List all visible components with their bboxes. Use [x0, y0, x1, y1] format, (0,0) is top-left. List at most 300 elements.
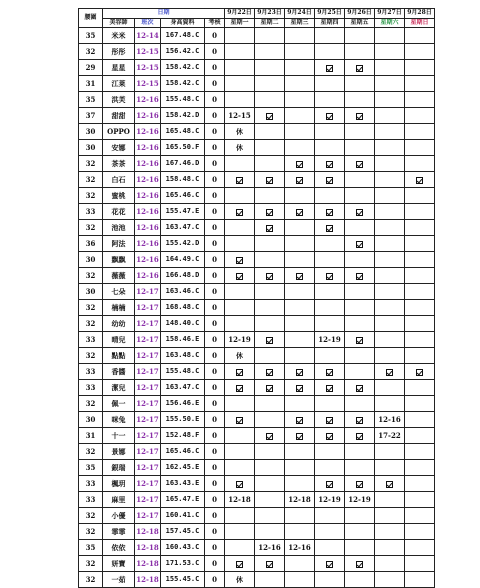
- day-cell: [285, 380, 315, 396]
- waist-cell: 33: [79, 476, 103, 492]
- header-weekday-5: 星期五: [345, 18, 375, 28]
- day-cell: [405, 252, 435, 268]
- day-cell: [345, 556, 375, 572]
- body-data-cell: 158.48.C: [161, 172, 205, 188]
- waist-cell: 31: [79, 428, 103, 444]
- table-row: [79, 204, 435, 220]
- table-row: [79, 476, 435, 492]
- exam-cell: 0: [205, 188, 225, 204]
- waist-cell: 37: [79, 108, 103, 124]
- name-cell: 小優: [103, 508, 135, 524]
- checkbox-checked-icon: [326, 561, 333, 568]
- name-cell: OPPO: [103, 124, 135, 140]
- day-cell: [405, 108, 435, 124]
- day-cell: [285, 508, 315, 524]
- waist-cell: 32: [79, 156, 103, 172]
- day-cell: [345, 204, 375, 220]
- exam-cell: 0: [205, 508, 225, 524]
- day-cell: [375, 524, 405, 540]
- day-cell: [345, 508, 375, 524]
- day-cell: [315, 524, 345, 540]
- day-cell: [405, 284, 435, 300]
- day-cell: [345, 92, 375, 108]
- exam-cell: 0: [205, 140, 225, 156]
- day-cell: [405, 60, 435, 76]
- day-cell: [225, 60, 255, 76]
- table-row: [79, 540, 435, 556]
- day-cell: [315, 316, 345, 332]
- checkbox-checked-icon: [386, 481, 393, 488]
- checkbox-checked-icon: [296, 433, 303, 440]
- day-cell: [285, 140, 315, 156]
- day-cell: [345, 76, 375, 92]
- schedule-table: [78, 8, 435, 588]
- checkbox-checked-icon: [296, 161, 303, 168]
- checkbox-checked-icon: [296, 369, 303, 376]
- table-row: [79, 60, 435, 76]
- day-cell: [225, 524, 255, 540]
- body-data-cell: 163.47.C: [161, 220, 205, 236]
- body-data-cell: 164.49.C: [161, 252, 205, 268]
- day-cell: [315, 300, 345, 316]
- day-cell: [405, 364, 435, 380]
- name-cell: 香醬: [103, 364, 135, 380]
- body-data-cell: 168.48.C: [161, 300, 205, 316]
- header-date-4: 9月25日: [315, 9, 345, 19]
- term-cell: 12-17: [135, 492, 161, 508]
- exam-cell: 0: [205, 524, 225, 540]
- day-cell: [345, 220, 375, 236]
- day-cell: [255, 412, 285, 428]
- checkbox-checked-icon: [326, 65, 333, 72]
- day-cell: [315, 412, 345, 428]
- term-cell: 12-17: [135, 332, 161, 348]
- checkbox-checked-icon: [356, 209, 363, 216]
- exam-cell: 0: [205, 332, 225, 348]
- checkbox-checked-icon: [266, 225, 273, 232]
- name-cell: 安娜: [103, 140, 135, 156]
- table-row: [79, 364, 435, 380]
- table-row: [79, 348, 435, 364]
- day-cell: [225, 92, 255, 108]
- checkbox-checked-icon: [266, 177, 273, 184]
- exam-cell: 0: [205, 252, 225, 268]
- checkbox-checked-icon: [296, 385, 303, 392]
- name-cell: 洪芙: [103, 92, 135, 108]
- day-cell: [225, 156, 255, 172]
- body-data-cell: 156.42.C: [161, 44, 205, 60]
- table-row: [79, 140, 435, 156]
- waist-cell: 32: [79, 220, 103, 236]
- day-cell: 12-15: [225, 108, 255, 124]
- header-date-3: 9月24日: [285, 9, 315, 19]
- term-cell: 12-17: [135, 396, 161, 412]
- day-cell: [345, 124, 375, 140]
- exam-cell: 0: [205, 124, 225, 140]
- body-data-cell: 160.41.C: [161, 508, 205, 524]
- day-cell: [315, 268, 345, 284]
- day-cell: [405, 540, 435, 556]
- day-cell: [315, 156, 345, 172]
- day-cell: [375, 380, 405, 396]
- checkbox-checked-icon: [326, 113, 333, 120]
- day-cell: [405, 444, 435, 460]
- day-cell: [255, 76, 285, 92]
- waist-cell: 35: [79, 540, 103, 556]
- day-cell: [375, 396, 405, 412]
- body-data-cell: 167.46.D: [161, 156, 205, 172]
- body-data-cell: 165.47.E: [161, 492, 205, 508]
- exam-cell: 0: [205, 76, 225, 92]
- name-cell: 花花: [103, 204, 135, 220]
- day-cell: [285, 284, 315, 300]
- day-cell: [225, 44, 255, 60]
- day-cell: [255, 268, 285, 284]
- day-cell: [345, 140, 375, 156]
- day-cell: [255, 108, 285, 124]
- term-cell: 12-16: [135, 252, 161, 268]
- body-data-cell: 162.45.E: [161, 460, 205, 476]
- day-cell: [255, 284, 285, 300]
- body-data-cell: 171.53.C: [161, 556, 205, 572]
- day-cell: [375, 540, 405, 556]
- checkbox-checked-icon: [236, 385, 243, 392]
- table-row: [79, 492, 435, 508]
- exam-cell: 0: [205, 108, 225, 124]
- table-row: [79, 28, 435, 44]
- term-cell: 12-16: [135, 236, 161, 252]
- header-date-5: 9月26日: [345, 9, 375, 19]
- day-cell: [255, 332, 285, 348]
- day-cell: [375, 444, 405, 460]
- day-cell: [285, 220, 315, 236]
- waist-cell: 33: [79, 364, 103, 380]
- day-cell: [285, 76, 315, 92]
- day-cell: [345, 236, 375, 252]
- checkbox-checked-icon: [236, 209, 243, 216]
- day-cell: [345, 348, 375, 364]
- term-cell: 12-18: [135, 524, 161, 540]
- day-cell: [285, 412, 315, 428]
- day-cell: [225, 188, 255, 204]
- name-cell: 甜甜: [103, 108, 135, 124]
- day-cell: [375, 124, 405, 140]
- checkbox-checked-icon: [356, 337, 363, 344]
- day-cell: [255, 124, 285, 140]
- checkbox-checked-icon: [326, 177, 333, 184]
- table-row: [79, 252, 435, 268]
- day-cell: [255, 508, 285, 524]
- day-cell: [405, 428, 435, 444]
- waist-cell: 32: [79, 44, 103, 60]
- body-data-cell: 152.48.F: [161, 428, 205, 444]
- name-cell: 茶茶: [103, 156, 135, 172]
- day-cell: [285, 572, 315, 588]
- exam-cell: 0: [205, 444, 225, 460]
- day-cell: [285, 124, 315, 140]
- body-data-cell: 155.48.C: [161, 364, 205, 380]
- waist-cell: 29: [79, 60, 103, 76]
- checkbox-checked-icon: [326, 273, 333, 280]
- day-cell: [315, 556, 345, 572]
- waist-cell: 35: [79, 460, 103, 476]
- header-body-data: 身高資料: [161, 18, 205, 28]
- day-cell: [255, 396, 285, 412]
- checkbox-checked-icon: [296, 417, 303, 424]
- name-cell: 蜜桃: [103, 188, 135, 204]
- checkbox-checked-icon: [236, 257, 243, 264]
- day-cell: [375, 364, 405, 380]
- day-cell: [405, 92, 435, 108]
- day-cell: [375, 476, 405, 492]
- waist-cell: 32: [79, 508, 103, 524]
- day-cell: [315, 508, 345, 524]
- day-cell: [285, 252, 315, 268]
- header-date-1: 9月22日: [225, 9, 255, 19]
- day-cell: [315, 28, 345, 44]
- name-cell: 佩一: [103, 396, 135, 412]
- table-row: [79, 316, 435, 332]
- table-row: [79, 508, 435, 524]
- term-cell: 12-15: [135, 60, 161, 76]
- day-cell: [345, 188, 375, 204]
- body-data-cell: 167.48.C: [161, 28, 205, 44]
- exam-cell: 0: [205, 364, 225, 380]
- checkbox-checked-icon: [296, 209, 303, 216]
- exam-cell: 0: [205, 492, 225, 508]
- term-cell: 12-16: [135, 92, 161, 108]
- table-row: [79, 44, 435, 60]
- checkbox-checked-icon: [326, 433, 333, 440]
- name-cell: 池池: [103, 220, 135, 236]
- checkbox-checked-icon: [266, 433, 273, 440]
- table-row: [79, 76, 435, 92]
- day-cell: [375, 460, 405, 476]
- day-cell: [255, 140, 285, 156]
- day-cell: [315, 204, 345, 220]
- day-cell: [315, 540, 345, 556]
- day-cell: [285, 156, 315, 172]
- term-cell: 12-16: [135, 140, 161, 156]
- term-cell: 12-15: [135, 44, 161, 60]
- checkbox-checked-icon: [236, 369, 243, 376]
- day-cell: [345, 172, 375, 188]
- day-cell: [375, 252, 405, 268]
- term-cell: 12-16: [135, 220, 161, 236]
- day-cell: [345, 476, 375, 492]
- term-cell: 12-17: [135, 444, 161, 460]
- checkbox-checked-icon: [266, 209, 273, 216]
- day-cell: 12-18: [225, 492, 255, 508]
- day-cell: [345, 572, 375, 588]
- day-cell: [255, 60, 285, 76]
- exam-cell: 0: [205, 476, 225, 492]
- table-row: [79, 460, 435, 476]
- waist-cell: 32: [79, 524, 103, 540]
- exam-cell: 0: [205, 396, 225, 412]
- table-row: [79, 108, 435, 124]
- table-row: [79, 428, 435, 444]
- day-cell: [405, 124, 435, 140]
- day-cell: [345, 380, 375, 396]
- term-cell: 12-15: [135, 76, 161, 92]
- day-cell: [405, 28, 435, 44]
- table-row: [79, 268, 435, 284]
- day-cell: [225, 220, 255, 236]
- term-cell: 12-16: [135, 188, 161, 204]
- name-cell: 白石: [103, 172, 135, 188]
- checkbox-checked-icon: [356, 481, 363, 488]
- day-cell: [255, 188, 285, 204]
- waist-cell: 32: [79, 188, 103, 204]
- day-cell: [375, 204, 405, 220]
- day-cell: [255, 444, 285, 460]
- day-cell: [225, 556, 255, 572]
- day-cell: [315, 140, 345, 156]
- waist-cell: 32: [79, 348, 103, 364]
- day-cell: [405, 44, 435, 60]
- day-cell: [405, 172, 435, 188]
- day-cell: [375, 28, 405, 44]
- header-weekday-6: 星期六: [375, 18, 405, 28]
- day-cell: [405, 572, 435, 588]
- body-data-cell: 158.42.D: [161, 108, 205, 124]
- day-cell: [405, 316, 435, 332]
- day-cell: [375, 556, 405, 572]
- header-weekday-1: 星期一: [225, 18, 255, 28]
- exam-cell: 0: [205, 460, 225, 476]
- checkbox-checked-icon: [236, 273, 243, 280]
- day-cell: [375, 140, 405, 156]
- day-cell: [405, 380, 435, 396]
- day-cell: [285, 364, 315, 380]
- day-cell: [225, 540, 255, 556]
- term-cell: 12-17: [135, 348, 161, 364]
- day-cell: [225, 460, 255, 476]
- day-cell: [405, 508, 435, 524]
- table-row: [79, 236, 435, 252]
- day-cell: [255, 92, 285, 108]
- exam-cell: 0: [205, 300, 225, 316]
- table-row: [79, 444, 435, 460]
- exam-cell: 0: [205, 316, 225, 332]
- day-cell: [315, 60, 345, 76]
- table-row: [79, 172, 435, 188]
- checkbox-checked-icon: [266, 369, 273, 376]
- table-row: [79, 556, 435, 572]
- term-cell: 12-17: [135, 364, 161, 380]
- body-data-cell: 155.47.E: [161, 204, 205, 220]
- day-cell: [345, 44, 375, 60]
- day-cell: 12-16: [285, 540, 315, 556]
- day-cell: [255, 556, 285, 572]
- day-cell: [405, 332, 435, 348]
- name-cell: 晴兒: [103, 332, 135, 348]
- day-cell: [345, 364, 375, 380]
- name-cell: 霏霏: [103, 524, 135, 540]
- day-cell: [255, 460, 285, 476]
- waist-cell: 33: [79, 492, 103, 508]
- header-term: 班次: [135, 18, 161, 28]
- header-exam: 考核: [205, 18, 225, 28]
- day-cell: [255, 364, 285, 380]
- day-cell: [285, 92, 315, 108]
- term-cell: 12-16: [135, 156, 161, 172]
- schedule-rows: [79, 28, 435, 588]
- day-cell: [225, 380, 255, 396]
- day-cell: [225, 268, 255, 284]
- term-cell: 12-17: [135, 380, 161, 396]
- day-cell: [405, 348, 435, 364]
- day-cell: [345, 540, 375, 556]
- day-cell: [405, 268, 435, 284]
- day-cell: 休: [225, 124, 255, 140]
- waist-cell: 32: [79, 396, 103, 412]
- term-cell: 12-17: [135, 316, 161, 332]
- term-cell: 12-16: [135, 108, 161, 124]
- checkbox-checked-icon: [356, 65, 363, 72]
- day-cell: [405, 492, 435, 508]
- header-weekday-7: 星期日: [405, 18, 435, 28]
- checkbox-checked-icon: [266, 337, 273, 344]
- name-cell: 星星: [103, 60, 135, 76]
- name-cell: 幼幼: [103, 316, 135, 332]
- waist-cell: 32: [79, 556, 103, 572]
- day-cell: [315, 428, 345, 444]
- day-cell: 休: [225, 348, 255, 364]
- header-date-7: 9月28日: [405, 9, 435, 19]
- day-cell: [225, 476, 255, 492]
- day-cell: [285, 316, 315, 332]
- checkbox-checked-icon: [266, 113, 273, 120]
- day-cell: [345, 108, 375, 124]
- table-row: [79, 572, 435, 588]
- day-cell: [375, 300, 405, 316]
- exam-cell: 0: [205, 412, 225, 428]
- day-cell: [375, 172, 405, 188]
- name-cell: 薇薇: [103, 268, 135, 284]
- day-cell: [375, 284, 405, 300]
- day-cell: [375, 76, 405, 92]
- table-row: [79, 396, 435, 412]
- table-row: [79, 524, 435, 540]
- name-cell: 楠楠: [103, 300, 135, 316]
- day-cell: [225, 172, 255, 188]
- name-cell: 米米: [103, 28, 135, 44]
- name-cell: 彤彤: [103, 44, 135, 60]
- day-cell: [345, 332, 375, 348]
- day-cell: [375, 268, 405, 284]
- day-cell: [255, 524, 285, 540]
- day-cell: [315, 444, 345, 460]
- checkbox-checked-icon: [266, 561, 273, 568]
- checkbox-checked-icon: [326, 209, 333, 216]
- day-cell: [285, 460, 315, 476]
- body-data-cell: 163.47.C: [161, 380, 205, 396]
- table-row: [79, 188, 435, 204]
- checkbox-checked-icon: [356, 161, 363, 168]
- day-cell: [315, 172, 345, 188]
- day-cell: [345, 396, 375, 412]
- waist-cell: 35: [79, 28, 103, 44]
- exam-cell: 0: [205, 268, 225, 284]
- day-cell: [375, 44, 405, 60]
- day-cell: [405, 140, 435, 156]
- day-cell: [255, 172, 285, 188]
- day-cell: [375, 60, 405, 76]
- day-cell: [405, 556, 435, 572]
- day-cell: [345, 316, 375, 332]
